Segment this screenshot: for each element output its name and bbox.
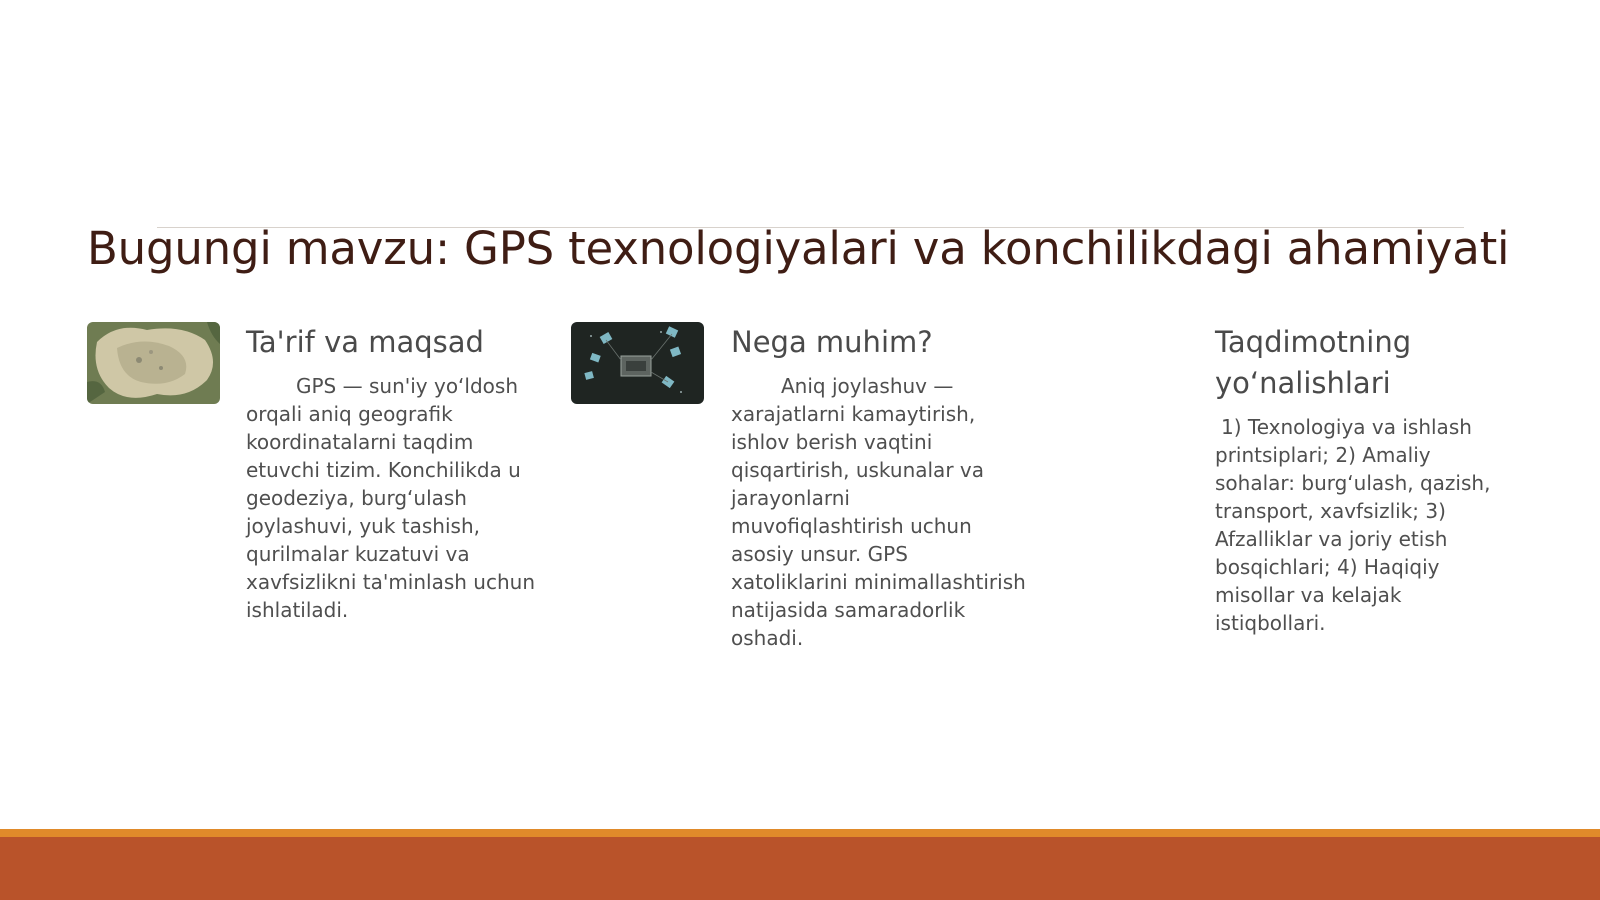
column-body: 1) Texnologiya va ishlash printsiplari; 2) Amaliy sohalar: burg‘ulash, qazish, transport, xavfsizlik; 3) Afzalliklar va joriy etish bosqichlari; 4) Haqiqiy misollar va kelajak istiqbollari. — [1215, 415, 1491, 635]
column-directions — [1215, 322, 1515, 637]
slide-title: Bugungi mavzu: GPS texnologiyalari va konchilikdagi ahamiyati — [87, 222, 1510, 275]
column-heading: Taqdimotning yo‘nalishlari — [1215, 325, 1412, 400]
aerial-terrain-icon — [87, 322, 220, 404]
column-definition — [246, 322, 546, 624]
footer-bar — [0, 837, 1600, 900]
column-importance — [731, 322, 1026, 652]
satellites-icon — [571, 322, 704, 404]
column-body: Aniq joylashuv — xarajatlarni kamaytirish, ishlov berish vaqtini qisqartirish, uskunalar va jarayonlarni muvofiqlashtirish uchun asosiy unsur. GPS xatoliklarini minimallashtirish natijasida samaradorlik oshadi. — [731, 374, 1026, 650]
column-body: GPS — sun'iy yo‘ldosh orqali aniq geografik koordinatalarni taqdim etuvchi tizim. Konchilikda u geodeziya, burg‘ulash joylashuvi, yuk tashish, qurilmalar kuzatuvi va xavfsizlikni ta'minlash uchun ishlatiladi. — [246, 374, 536, 622]
column-heading: Nega muhim? — [731, 325, 933, 359]
footer-accent-stripe — [0, 829, 1600, 837]
column-heading: Ta'rif va maqsad — [246, 325, 484, 359]
